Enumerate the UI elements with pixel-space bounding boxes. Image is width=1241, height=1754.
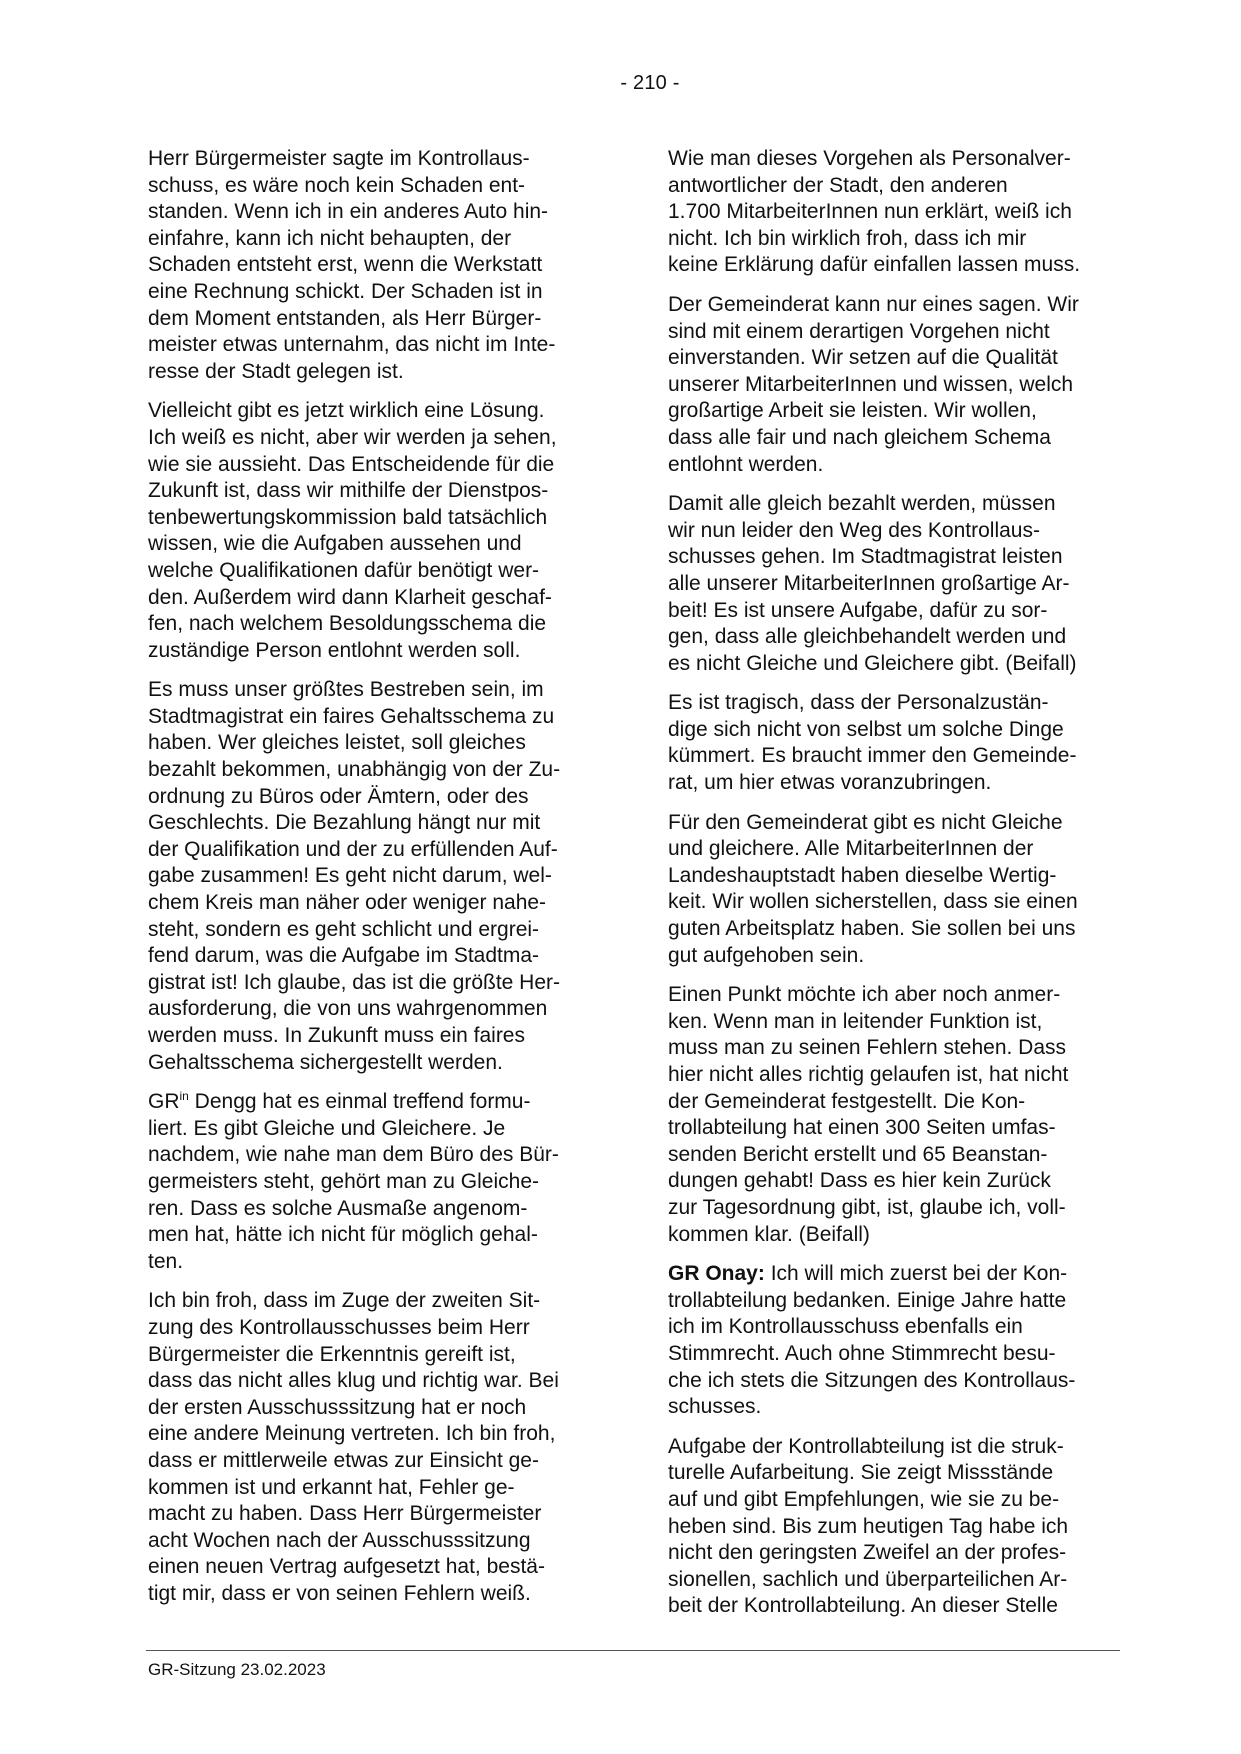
footer-text: GR-Sitzung 23.02.2023	[148, 1660, 326, 1679]
gr-superscript: in	[179, 1089, 189, 1104]
paragraph: Herr Bürgermeister sagte im Kontrollaus- schuss, es wäre noch kein Schaden ent- standen. Wenn ich in ein anderes Auto hin- einfahre, kann ich nicht behaupten, der Schaden entsteht erst, wenn die Werkstatt eine Rechnung schickt. Der Schaden ist in dem Moment entstanden, als Herr Bürger- meister etwas unternahm, das nicht im Inte- resse der Stadt gelegen ist.	[148, 147, 556, 383]
page-number: - 210 -	[620, 72, 680, 94]
paragraph: Einen Punkt möchte ich aber noch anmer- ken. Wenn man in leitender Funktion ist, muss man zu seinen Fehlern stehen. Dass hier nicht alles richtig gelaufen ist, hat nicht der Gemeinderat festgestellt. Die Kon- trollabteilung hat einen 300 Seiten umfas- senden Bericht erstellt und 65 Beanstan- dungen gehabt! Dass es hier kein Zurück zur Tagesordnung gibt, ist, glaube ich, voll- kommen klar. (Beifall)	[668, 983, 1069, 1246]
paragraph: Vielleicht gibt es jetzt wirklich eine Lösung. Ich weiß es nicht, aber wir werden ja sehen, wie sie aussieht. Das Entscheidende für die Zukunft ist, dass wir mithilfe der Dienstpos- tenbewertungskommission bald tatsächlich wissen, wie die Aufgaben aussehen und welche Qualifikationen dafür benötigt wer- den. Außerdem wird dann Klarheit geschaf- fen, nach welchem Besoldungsschema die zuständige Person entlohnt werden soll.	[148, 399, 557, 662]
paragraph: Aufgabe der Kontrollabteilung ist die struk- turelle Aufarbeitung. Sie zeigt Missstände auf und gibt Empfehlungen, wie sie zu be- heben sind. Bis zum heutigen Tag habe ich nicht den geringsten Zweifel an der profes- sionellen, sachlich und überparteilichen Ar- beit der Kontrollabteilung. An dieser Stelle	[668, 1434, 1069, 1618]
paragraph: Der Gemeinderat kann nur eines sagen. Wir sind mit einem derartigen Vorgehen nicht einverstanden. Wir setzen auf die Qualität unserer MitarbeiterInnen und wissen, welch großartige Arbeit sie leisten. Wir wollen, dass alle fair und nach gleichem Schema entlohnt werden.	[668, 292, 1079, 476]
paragraph: Für den Gemeinderat gibt es nicht Gleiche und gleichere. Alle MitarbeiterInnen der Landeshauptstadt haben dieselbe Wertig- keit. Wir wollen sicherstellen, dass sie einen guten Arbeitsplatz haben. Sie sollen bei uns gut aufgehoben sein.	[668, 810, 1078, 967]
paragraph: Damit alle gleich bezahlt werden, müssen wir nun leider den Weg des Kontrollaus- schusses gehen. Im Stadtmagistrat leisten alle unserer MitarbeiterInnen großartige Ar- beit! Es ist unsere Aufgabe, dafür zu sor- gen, dass alle gleichbehandelt werden und es nicht Gleiche und Gleichere gibt. (Beifall)	[668, 492, 1077, 675]
paragraph	[148, 1089, 608, 1275]
paragraph: Ich bin froh, dass im Zuge der zweiten Sit- zung des Kontrollausschusses beim Herr Bürgermeister die Erkenntnis gereift ist, dass das nicht alles klug und richtig war. Bei der ersten Ausschusssitzung hat er noch eine andere Meinung vertreten. Ich bin froh, dass er mittlerweile etwas zur Einsicht ge- kommen ist und erkannt hat, Fehler ge- macht zu haben. Dass Herr Bürgermeister acht Wochen nach der Ausschusssitzung einen neuen Vertrag aufgesetzt hat, bestä- tigt mir, dass er von seinen Fehlern weiß.	[148, 1289, 559, 1605]
speaker-name: GR Onay:	[668, 1262, 765, 1286]
paragraph: Es ist tragisch, dass der Personalzustän- dige sich nicht von selbst um solche Dinge kümmert. Es braucht immer den Gemeinde- rat, um hier etwas voranzubringen.	[668, 691, 1077, 795]
right-column	[668, 146, 1128, 1633]
footer-divider	[146, 1650, 1120, 1651]
paragraph	[668, 1261, 1128, 1421]
paragraph-text: Dengg hat es einmal treffend formu- liert. Es gibt Gleiche und Gleichere. Je nachdem, wie nahe man dem Büro des Bür- germeisters steht, gehört man zu Gleiche- ren. Dass es solche Ausmaße angenom- men hat, hätte ich nicht für möglich gehal- ten.	[148, 1090, 559, 1273]
paragraph: Wie man dieses Vorgehen als Personalver- antwortlicher der Stadt, den anderen 1.700 MitarbeiterInnen nun erklärt, weiß ich nicht. Ich bin wirklich froh, dass ich mir keine Erklärung dafür einfallen lassen muss.	[668, 147, 1081, 277]
left-column	[148, 146, 608, 1620]
gr-prefix: GR	[148, 1090, 180, 1114]
paragraph: Es muss unser größtes Bestreben sein, im Stadtmagistrat ein faires Gehaltsschema zu haben. Wer gleiches leistet, soll gleiches bezahlt bekommen, unabhängig von der Zu- ordnung zu Büros oder Ämtern, oder des Geschlechts. Die Bezahlung hängt nur mit der Qualifikation und der zu erfüllenden Auf- gabe zusammen! Es geht nicht darum, wel- chem Kreis man näher oder weniger nahe- steht, sondern es geht schlicht und ergrei- fend darum, was die Aufgabe im Stadtma- gistrat ist! Ich glaube, das ist die größte Her- ausforderung, die von uns wahrgenommen werden muss. In Zukunft muss ein faires Gehaltsschema sichergestellt werden.	[148, 678, 561, 1074]
paragraph-text: Ich will mich zuerst bei der Kon- trollabteilung bedanken. Einige Jahre hatte ich im Kontrollausschuss ebenfalls ein Stimmrecht. Auch ohne Stimmrecht besu- che ich stets die Sitzungen des Kontrollaus- schusses.	[668, 1262, 1076, 1419]
